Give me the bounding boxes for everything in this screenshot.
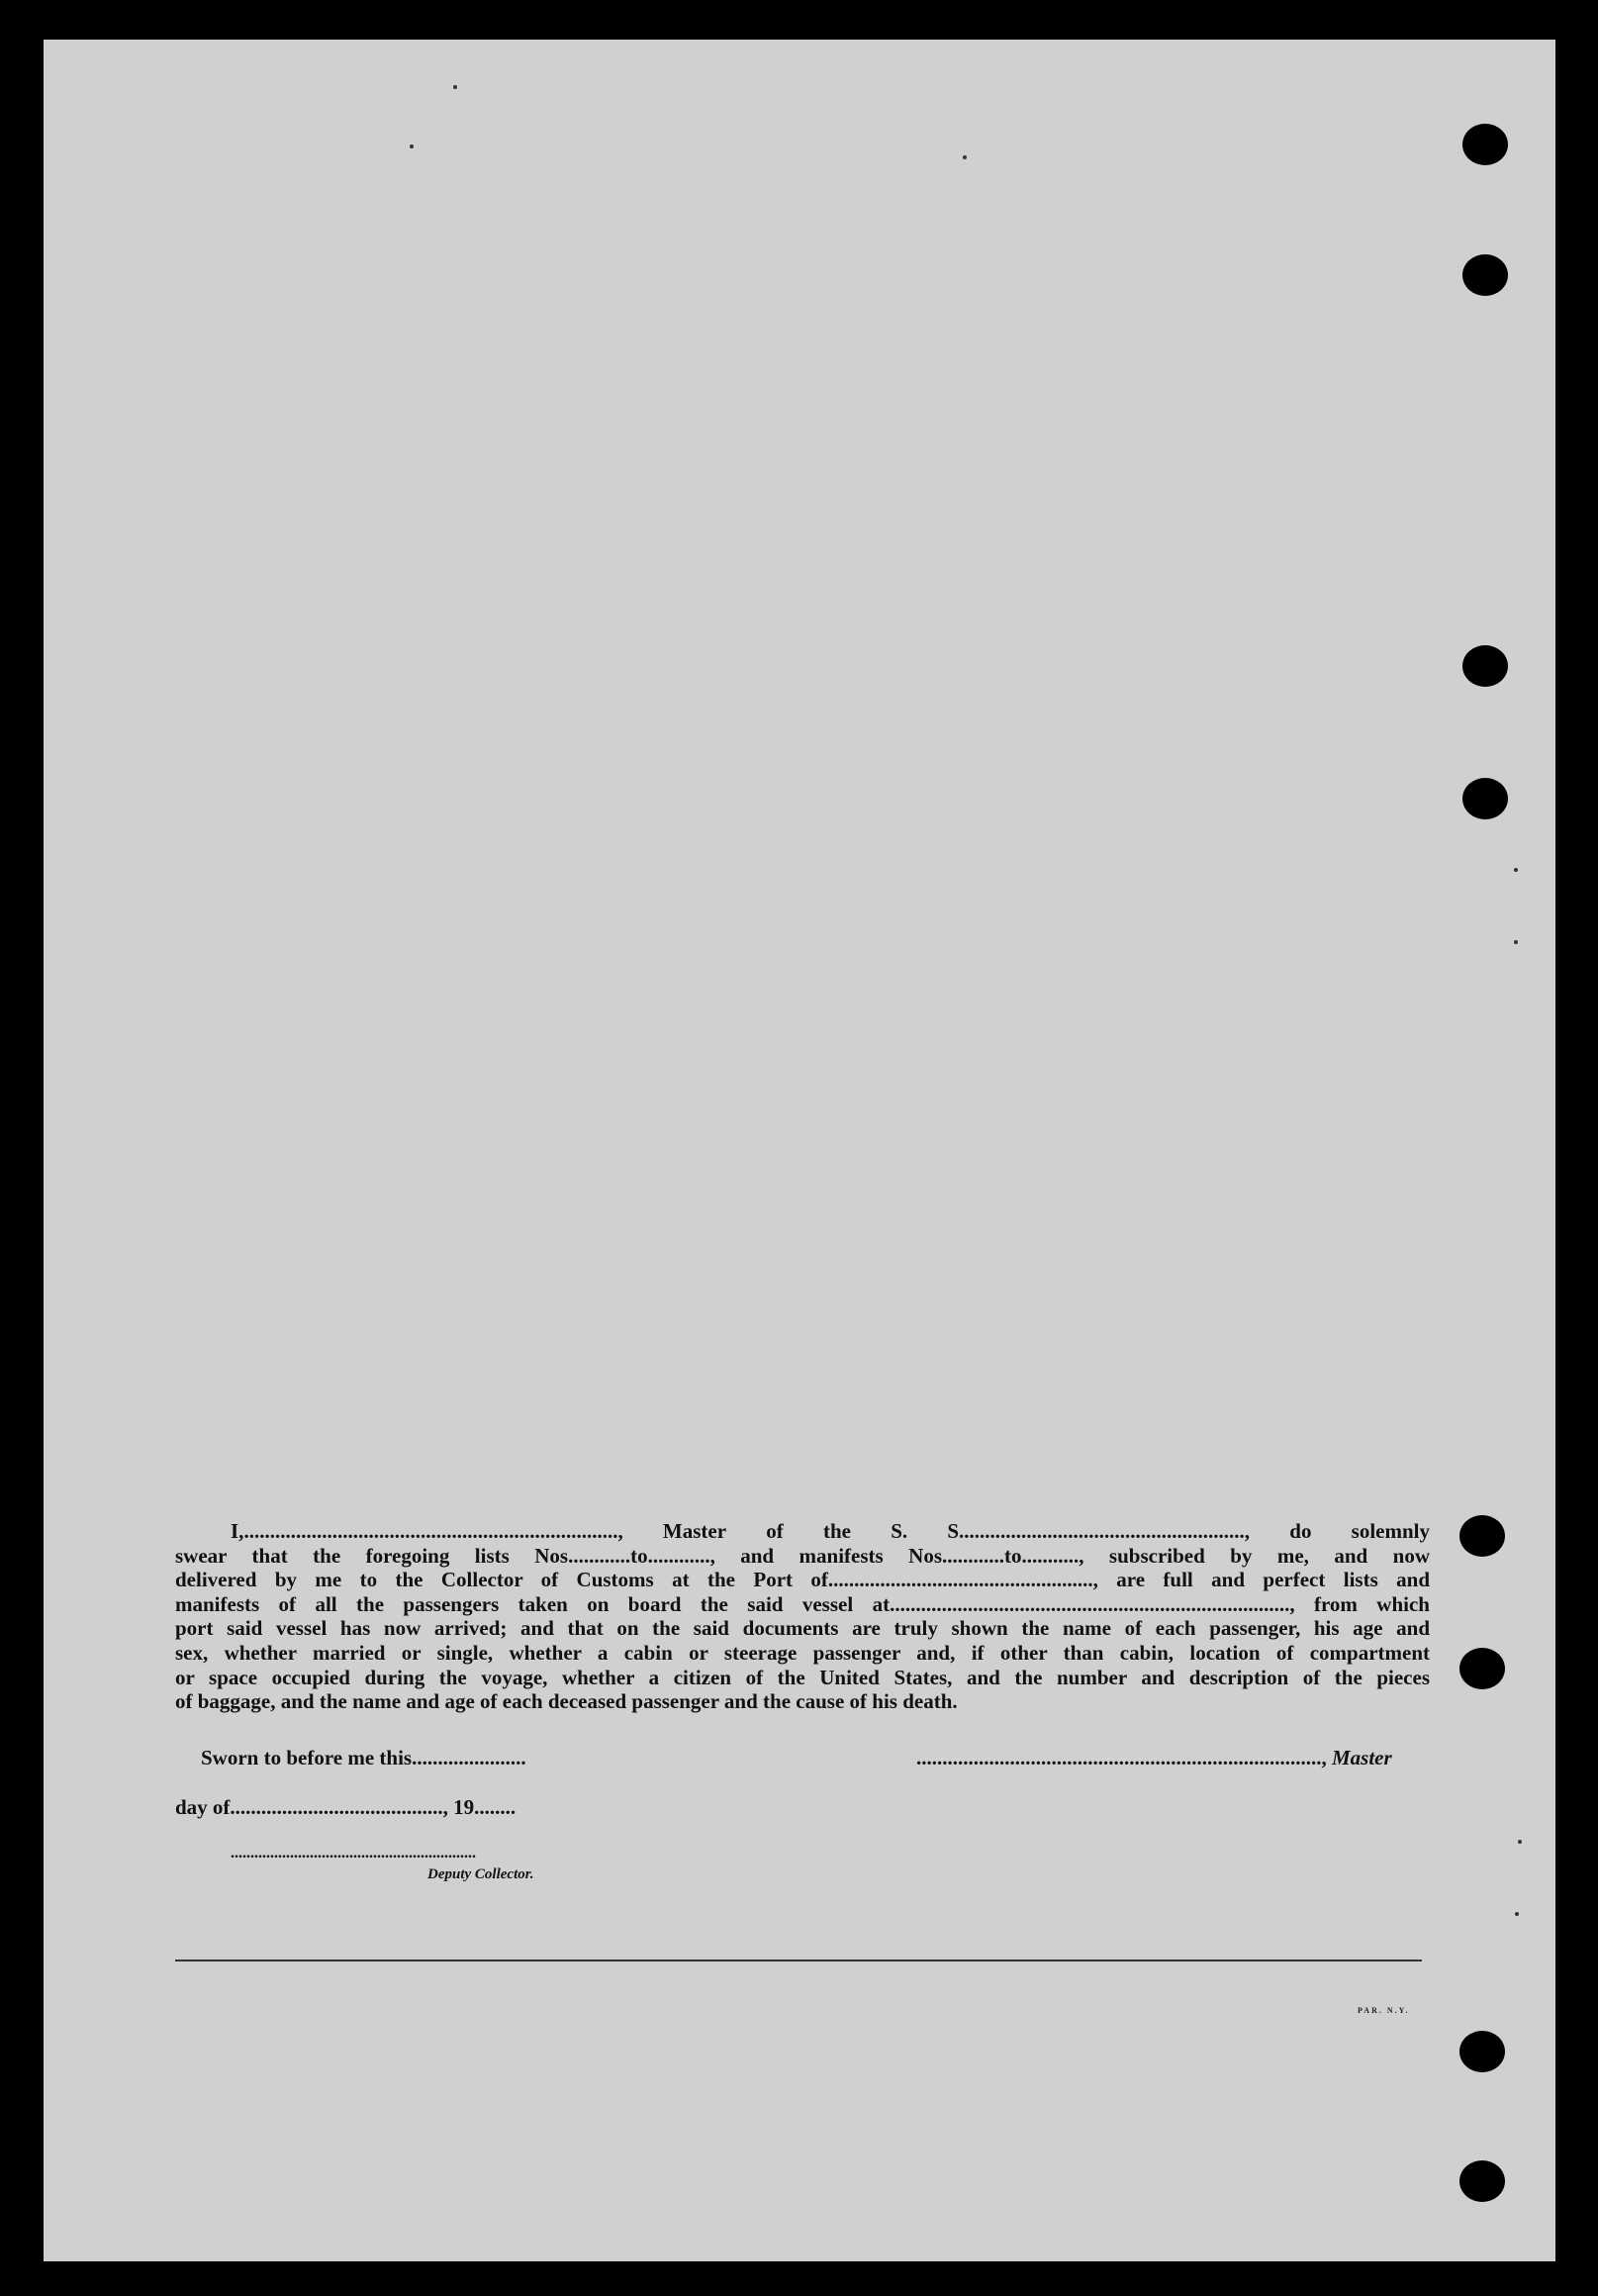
punch-hole	[1462, 124, 1508, 165]
master-signature-line[interactable]	[916, 1746, 1392, 1770]
oath-line-1	[175, 1519, 1430, 1544]
punch-hole	[1462, 254, 1508, 296]
oath-intro: I,	[231, 1519, 244, 1543]
sworn-text: Sworn to before me this......................	[201, 1746, 526, 1770]
master-name-field[interactable]: ........................................................................	[243, 1519, 618, 1543]
oath-line-7: or space occupied during the voyage, whether a citizen of the United States, and the number and description of the pieces	[175, 1665, 1430, 1689]
master-signature-label: Master	[1332, 1746, 1392, 1770]
day-text: day of........................................., 19........	[175, 1795, 517, 1819]
master-word: Master	[662, 1519, 727, 1543]
comma: ,	[617, 1519, 663, 1543]
punch-hole	[1459, 1648, 1505, 1689]
punch-hole	[1459, 2031, 1505, 2072]
punch-hole	[1459, 2160, 1505, 2202]
speck	[963, 155, 967, 159]
do-solemnly-text: , do solemnly	[1244, 1519, 1431, 1543]
punch-hole	[1462, 645, 1508, 687]
speck	[1514, 868, 1518, 872]
day-line[interactable]	[175, 1795, 516, 1820]
deputy-signature-line[interactable]	[231, 1845, 476, 1863]
speck	[453, 85, 457, 89]
oath-line-2: swear that the foregoing lists Nos............to............, and manifests Nos............to..........., subscribed by me, and now	[175, 1543, 1430, 1568]
deputy-signature-dots: ..............................................................	[231, 1845, 476, 1862]
vessel-name-field[interactable]: ......................................................	[964, 1519, 1245, 1543]
speck	[1515, 1912, 1519, 1916]
speck	[410, 144, 414, 148]
oath-line-5: port said vessel has now arrived; and that on the said documents are truly shown the name of each passenger, his age and	[175, 1616, 1430, 1641]
of-ss-text: of the S. S.	[726, 1519, 965, 1543]
document-sheet	[44, 40, 1555, 2261]
punch-hole	[1459, 1515, 1505, 1557]
oath-line-6: sex, whether married or single, whether a cabin or steerage passenger and, if other than cabin, location of compartment	[175, 1640, 1430, 1665]
speck	[1518, 1840, 1522, 1844]
oath-paragraph	[175, 1519, 1430, 1714]
speck	[1514, 940, 1518, 944]
punch-hole	[1462, 778, 1508, 819]
master-signature-dots: ..............................................................................,	[916, 1746, 1332, 1770]
footer-rule	[175, 1960, 1422, 1961]
printer-mark: PAR. N.Y.	[1358, 2006, 1410, 2015]
deputy-collector-label: Deputy Collector.	[427, 1866, 534, 1882]
oath-line-3: delivered by me to the Collector of Customs at the Port of..................................................., are full and perfect lists and	[175, 1568, 1430, 1592]
sworn-line[interactable]	[201, 1746, 526, 1770]
oath-line-4: manifests of all the passengers taken on board the said vessel at............................................................................., from which	[175, 1591, 1430, 1616]
oath-line-8: of baggage, and the name and age of each deceased passenger and the cause of his death.	[175, 1689, 958, 1714]
